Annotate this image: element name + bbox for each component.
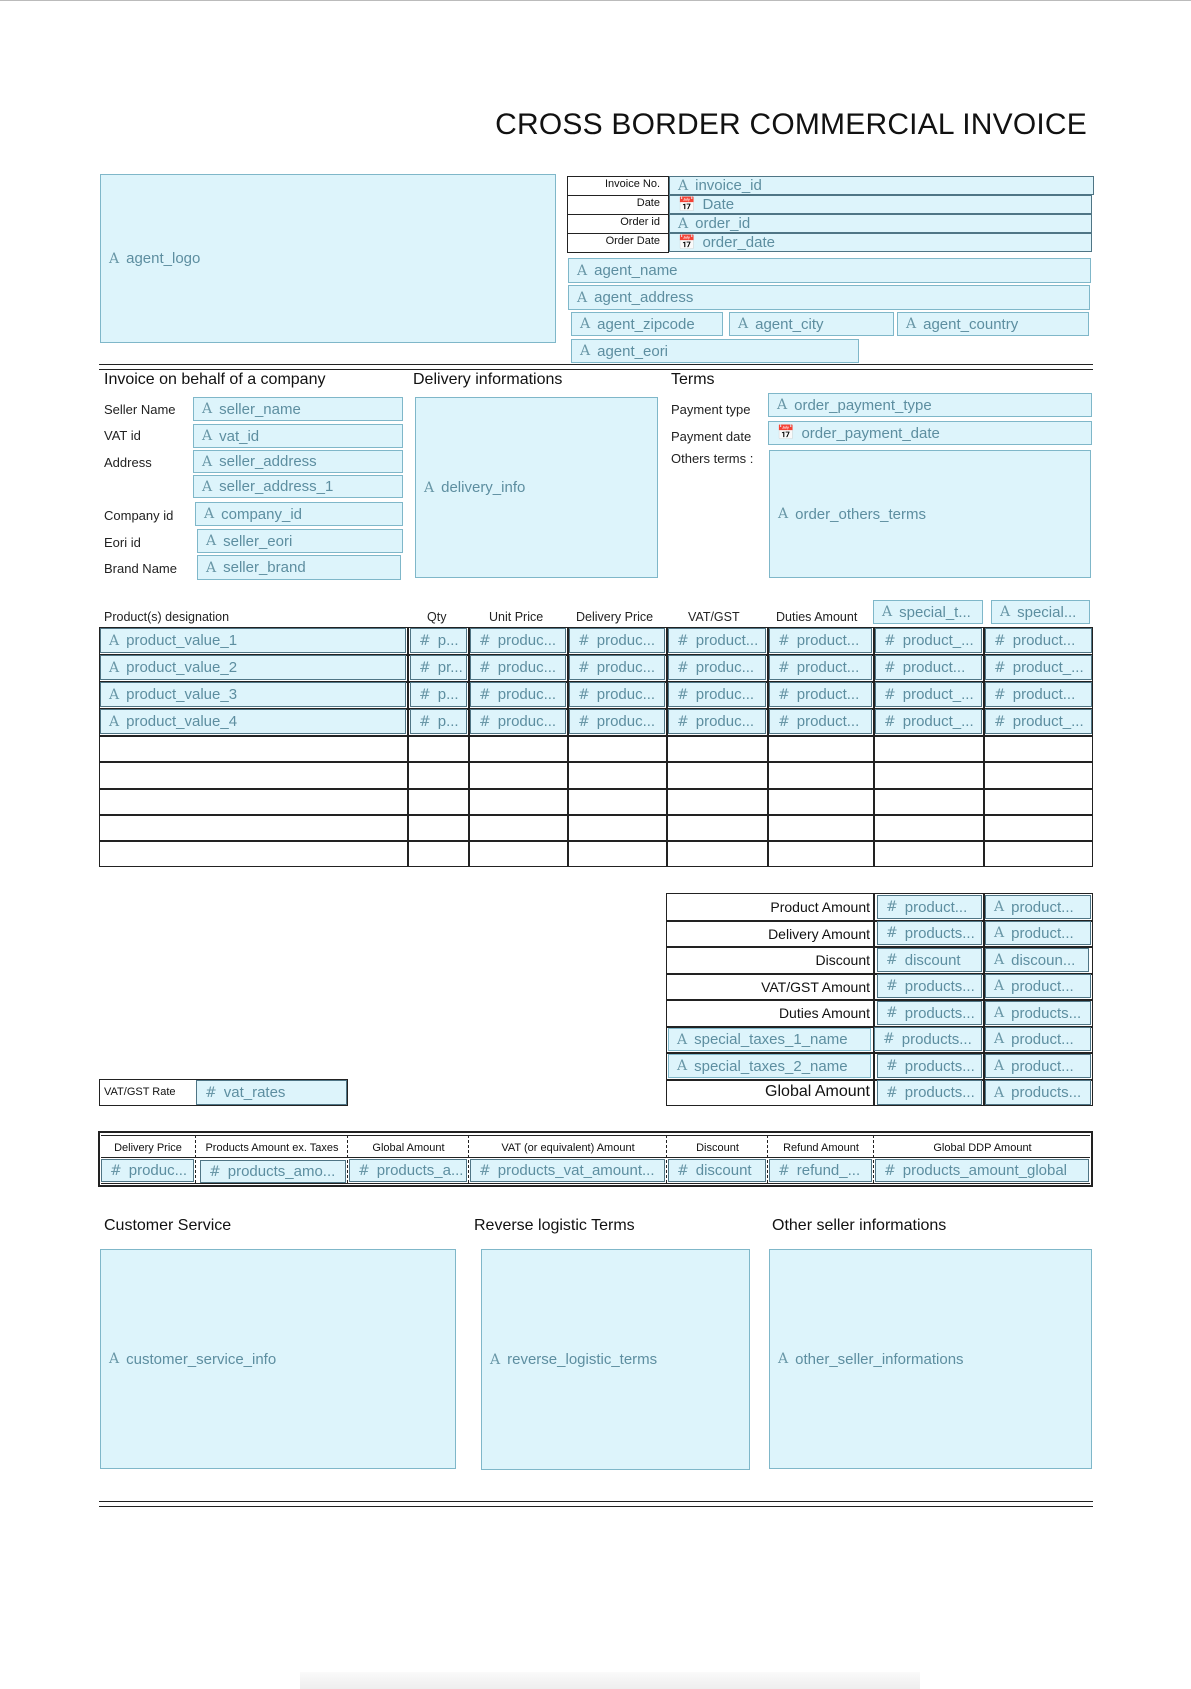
text-field-icon: A xyxy=(777,397,788,413)
agent-city-field[interactable]: A agent_city xyxy=(729,312,894,336)
vat-rates-field[interactable]: # vat_rates xyxy=(196,1080,347,1105)
product-amount-currency-field[interactable]: A product... xyxy=(985,895,1091,919)
text-field-icon: A xyxy=(678,177,689,194)
number-field-icon: # xyxy=(994,686,1006,703)
number-field-icon: # xyxy=(886,978,898,994)
text-field-icon: A xyxy=(882,604,893,620)
special-taxes-1-header-field[interactable]: A special_t... xyxy=(873,600,983,624)
vat-field[interactable]: # produc... xyxy=(668,709,766,734)
text-field-icon: A xyxy=(204,506,215,522)
delivery-amount-field[interactable]: # products... xyxy=(877,921,982,945)
qty-field[interactable]: # p... xyxy=(410,628,467,653)
divider xyxy=(567,233,669,234)
number-field-icon: # xyxy=(209,1163,221,1180)
col-line xyxy=(468,1135,469,1183)
product-name-field[interactable]: A product_value_1 xyxy=(100,628,406,653)
brand-name-label: Brand Name xyxy=(104,561,177,576)
terms-heading: Terms xyxy=(671,371,715,388)
discount-field[interactable]: # discount xyxy=(877,948,982,972)
discount-currency-field[interactable]: A discoun... xyxy=(985,948,1089,972)
text-field-icon: A xyxy=(202,453,213,470)
section-divider xyxy=(99,364,1093,370)
vat-gst-amount-field[interactable]: # products... xyxy=(877,974,982,998)
number-field-icon: # xyxy=(419,659,431,676)
seller-address-field[interactable]: A seller_address xyxy=(193,450,403,473)
delivery-price-field[interactable]: # produc... xyxy=(569,709,665,734)
special-taxes-1-currency-field[interactable]: A product... xyxy=(985,1027,1091,1051)
special-taxes-2-amount-field[interactable]: # products... xyxy=(877,1054,982,1078)
duties-field[interactable]: # product... xyxy=(769,709,872,734)
qty-field[interactable]: # p... xyxy=(410,709,467,734)
number-field-icon: # xyxy=(884,632,896,649)
agent-country-field[interactable]: A agent_country xyxy=(897,312,1089,336)
number-field-icon: # xyxy=(884,1162,896,1179)
calendar-icon: 📅 xyxy=(678,234,696,251)
unit-price-field[interactable]: # produc... xyxy=(470,682,566,707)
number-field-icon: # xyxy=(994,632,1006,649)
text-field-icon: A xyxy=(206,559,217,576)
special-tax-2-field[interactable]: # product_... xyxy=(985,709,1092,734)
row-line xyxy=(101,1157,1090,1158)
order-date-field[interactable]: 📅 order_date xyxy=(669,233,1092,252)
number-field-icon: # xyxy=(884,713,896,730)
summary-refund-amount-header: Refund Amount xyxy=(783,1142,859,1154)
number-field-icon: # xyxy=(778,659,790,676)
summary-refund-amount-field[interactable]: # refund_... xyxy=(769,1159,872,1182)
page-shadow xyxy=(300,1672,920,1689)
delivery-price-header: Delivery Price xyxy=(576,610,654,624)
text-field-icon: A xyxy=(109,659,120,676)
unit-price-field[interactable]: # produc... xyxy=(470,709,566,734)
number-field-icon: # xyxy=(578,632,590,649)
text-field-icon: A xyxy=(109,632,120,649)
top-border xyxy=(0,0,1191,1)
text-field-icon: A xyxy=(678,215,689,232)
unit-price-header: Unit Price xyxy=(489,610,544,624)
text-field-icon: A xyxy=(109,1351,120,1367)
number-field-icon: # xyxy=(994,713,1006,730)
seller-eori-field[interactable]: A seller_eori xyxy=(197,529,403,553)
product-amount-field[interactable]: # product... xyxy=(877,895,982,919)
col-line xyxy=(666,1135,667,1183)
col-line xyxy=(347,1135,348,1183)
number-field-icon: # xyxy=(578,713,590,730)
reverse-logistic-heading: Reverse logistic Terms xyxy=(474,1217,635,1234)
special-tax-2-field[interactable]: # product_... xyxy=(985,655,1092,680)
special-tax-2-field[interactable]: # product... xyxy=(985,682,1092,707)
number-field-icon: # xyxy=(419,632,431,649)
col-line xyxy=(195,1135,196,1183)
order-id-label: Order id xyxy=(620,216,660,228)
vat-gst-amount-label: VAT/GST Amount xyxy=(761,979,870,995)
vat-field[interactable]: # product... xyxy=(668,628,766,653)
number-field-icon: # xyxy=(778,632,790,649)
delivery-price-field[interactable]: # produc... xyxy=(569,628,665,653)
duties-field[interactable]: # product... xyxy=(769,628,872,653)
payment-type-field[interactable]: A order_payment_type xyxy=(768,393,1092,417)
unit-price-field[interactable]: # produc... xyxy=(470,628,566,653)
summary-global-ddp-field[interactable]: # products_amount_global xyxy=(875,1159,1089,1182)
vat-id-label: VAT id xyxy=(104,428,141,443)
text-field-icon: A xyxy=(580,343,591,359)
seller-brand-field[interactable]: A seller_brand xyxy=(197,555,401,580)
text-field-icon: A xyxy=(109,686,120,703)
number-field-icon: # xyxy=(205,1084,217,1101)
vat-rate-label: VAT/GST Rate xyxy=(104,1086,176,1098)
agent-logo-field[interactable]: A agent_logo xyxy=(100,174,556,343)
special-taxes-1-name-field[interactable]: A special_taxes_1_name xyxy=(668,1028,871,1051)
number-field-icon: # xyxy=(578,659,590,676)
invoice-no-label: Invoice No. xyxy=(604,178,660,190)
text-field-icon: A xyxy=(109,250,120,267)
delivery-amount-label: Delivery Amount xyxy=(768,926,870,942)
number-field-icon: # xyxy=(677,686,689,703)
duties-amount-field[interactable]: # products... xyxy=(877,1001,982,1025)
number-field-icon: # xyxy=(677,632,689,649)
text-field-icon: A xyxy=(738,316,749,332)
agent-name-field[interactable]: A agent_name xyxy=(568,258,1091,283)
vat-field[interactable]: # produc... xyxy=(668,655,766,680)
seller-address-1-field[interactable]: A seller_address_1 xyxy=(193,475,403,498)
reverse-logistic-field[interactable]: A reverse_logistic_terms xyxy=(481,1249,750,1470)
duties-field[interactable]: # product... xyxy=(769,655,872,680)
text-field-icon: A xyxy=(490,1351,501,1368)
seller-name-label: Seller Name xyxy=(104,402,176,417)
special-taxes-1-amount-field[interactable]: # products... xyxy=(874,1027,982,1051)
number-field-icon: # xyxy=(419,713,431,730)
text-field-icon: A xyxy=(994,1084,1005,1101)
duties-amount-label: Duties Amount xyxy=(778,1005,870,1021)
text-field-icon: A xyxy=(994,1058,1005,1074)
text-field-icon: A xyxy=(109,713,120,730)
number-field-icon: # xyxy=(479,1162,491,1179)
unit-price-field[interactable]: # produc... xyxy=(470,655,566,680)
agent-address-field[interactable]: A agent_address xyxy=(568,285,1090,310)
number-field-icon: # xyxy=(479,686,491,703)
number-field-icon: # xyxy=(479,659,491,676)
summary-delivery-price-field[interactable]: # produc... xyxy=(101,1159,194,1182)
number-field-icon: # xyxy=(886,952,898,968)
global-amount-field[interactable]: # products... xyxy=(877,1080,982,1105)
number-field-icon: # xyxy=(886,1058,898,1074)
col-line xyxy=(873,1135,874,1183)
number-field-icon: # xyxy=(886,1084,898,1101)
customer-service-heading: Customer Service xyxy=(104,1217,232,1234)
product-name-field[interactable]: A product_value_2 xyxy=(100,655,406,680)
summary-vat-amount-header: VAT (or equivalent) Amount xyxy=(501,1142,635,1154)
row-line xyxy=(99,814,1093,816)
footer-divider xyxy=(99,1501,1093,1507)
number-field-icon: # xyxy=(886,899,898,915)
order-id-field[interactable]: A order_id xyxy=(669,214,1092,233)
calendar-icon: 📅 xyxy=(678,196,696,213)
other-seller-info-heading: Other seller informations xyxy=(772,1217,947,1234)
text-field-icon: A xyxy=(202,428,213,444)
col-line xyxy=(873,893,875,1106)
text-field-icon: A xyxy=(994,925,1005,941)
number-field-icon: # xyxy=(884,686,896,703)
text-field-icon: A xyxy=(994,978,1005,994)
customer-service-field[interactable]: A customer_service_info xyxy=(100,1249,456,1469)
text-field-icon: A xyxy=(778,506,789,522)
col-line xyxy=(767,1135,768,1183)
summary-discount-header: Discount xyxy=(696,1142,739,1154)
vat-id-field[interactable]: A vat_id xyxy=(193,424,403,448)
row-line xyxy=(99,840,1093,842)
text-field-icon: A xyxy=(202,401,213,417)
col-line xyxy=(407,627,409,867)
delivery-info-field[interactable]: A delivery_info xyxy=(415,397,658,578)
number-field-icon: # xyxy=(778,713,790,730)
address-label: Address xyxy=(104,455,152,470)
number-field-icon: # xyxy=(479,632,491,649)
text-field-icon: A xyxy=(202,478,213,495)
qty-header: Qty xyxy=(427,610,447,624)
vat-gst-amount-currency-field[interactable]: A product... xyxy=(985,974,1091,998)
product-name-field[interactable]: A product_value_4 xyxy=(100,709,406,734)
qty-field[interactable]: # p... xyxy=(410,682,467,707)
row-line xyxy=(101,1183,1090,1184)
number-field-icon: # xyxy=(419,686,431,703)
special-tax-1-field[interactable]: # product_... xyxy=(875,709,982,734)
special-tax-2-field[interactable]: # product... xyxy=(985,628,1092,653)
special-tax-1-field[interactable]: # product... xyxy=(875,655,982,680)
summary-global-amount-field[interactable]: # products_a... xyxy=(349,1159,467,1182)
number-field-icon: # xyxy=(677,713,689,730)
number-field-icon: # xyxy=(886,925,898,941)
duties-amount-currency-field[interactable]: A products... xyxy=(985,1001,1091,1025)
special-tax-1-field[interactable]: # product_... xyxy=(875,628,982,653)
delivery-price-field[interactable]: # produc... xyxy=(569,655,665,680)
text-field-icon: A xyxy=(994,1005,1005,1021)
date-label: Date xyxy=(636,197,660,209)
special-taxes-2-currency-field[interactable]: A product... xyxy=(985,1054,1091,1078)
number-field-icon: # xyxy=(778,1162,790,1179)
row-line xyxy=(99,788,1093,790)
summary-products-amount-field[interactable]: # products_amo... xyxy=(200,1160,346,1183)
company-id-field[interactable]: A company_id xyxy=(195,502,403,526)
duties-field[interactable]: # product... xyxy=(769,682,872,707)
number-field-icon: # xyxy=(883,1031,895,1047)
product-name-field[interactable]: A product_value_3 xyxy=(100,682,406,707)
text-field-icon: A xyxy=(906,316,917,332)
text-field-icon: A xyxy=(994,952,1005,968)
duties-amount-header: Duties Amount xyxy=(776,610,858,624)
company-id-label: Company id xyxy=(104,508,174,523)
number-field-icon: # xyxy=(677,659,689,676)
summary-vat-amount-field[interactable]: # products_vat_amount... xyxy=(470,1159,665,1182)
summary-global-amount-header: Global Amount xyxy=(372,1142,445,1154)
special-taxes-2-header-field[interactable]: A special... xyxy=(991,600,1090,624)
delivery-price-field[interactable]: # produc... xyxy=(569,682,665,707)
row-line xyxy=(99,735,1093,737)
date-field[interactable]: 📅 Date xyxy=(669,195,1092,214)
vat-gst-header: VAT/GST xyxy=(688,610,740,624)
calendar-icon: 📅 xyxy=(777,425,795,441)
text-field-icon: A xyxy=(1000,604,1011,620)
order-date-label: Order Date xyxy=(605,235,660,247)
number-field-icon: # xyxy=(994,659,1006,676)
summary-delivery-price-header: Delivery Price xyxy=(114,1142,182,1154)
payment-date-label: Payment date xyxy=(671,429,752,444)
vat-field[interactable]: # produc... xyxy=(668,682,766,707)
delivery-heading: Delivery informations xyxy=(413,371,563,388)
others-terms-label: Others terms : xyxy=(671,451,754,466)
discount-label: Discount xyxy=(815,952,870,968)
delivery-amount-currency-field[interactable]: A product... xyxy=(985,921,1091,945)
number-field-icon: # xyxy=(110,1162,122,1179)
divider xyxy=(567,214,669,215)
text-field-icon: A xyxy=(577,262,588,279)
number-field-icon: # xyxy=(578,686,590,703)
text-field-icon: A xyxy=(994,1031,1005,1047)
qty-field[interactable]: # pr... xyxy=(410,655,467,680)
number-field-icon: # xyxy=(884,659,896,676)
summary-products-amount-header: Products Amount ex. Taxes xyxy=(205,1142,339,1154)
special-tax-1-field[interactable]: # product_... xyxy=(875,682,982,707)
divider xyxy=(567,195,669,196)
text-field-icon: A xyxy=(677,1058,688,1074)
row-line xyxy=(99,761,1093,763)
number-field-icon: # xyxy=(886,1005,898,1021)
number-field-icon: # xyxy=(479,713,491,730)
text-field-icon: A xyxy=(206,533,217,549)
agent-eori-field[interactable]: A agent_eori xyxy=(571,339,859,363)
text-field-icon: A xyxy=(424,479,435,496)
payment-date-field[interactable]: 📅 order_payment_date xyxy=(768,421,1092,445)
global-amount-label: Global Amount xyxy=(765,1083,870,1100)
summary-discount-field[interactable]: # discount xyxy=(668,1159,766,1182)
text-field-icon: A xyxy=(677,1031,688,1048)
number-field-icon: # xyxy=(358,1162,370,1179)
product-designation-header: Product(s) designation xyxy=(104,610,230,624)
other-seller-info-field[interactable]: A other_seller_informations xyxy=(769,1249,1092,1469)
row-line xyxy=(101,1135,1090,1136)
text-field-icon: A xyxy=(778,1351,789,1367)
agent-zipcode-field[interactable]: A agent_zipcode xyxy=(571,312,723,336)
company-heading: Invoice on behalf of a company xyxy=(104,371,326,388)
product-amount-label: Product Amount xyxy=(770,899,870,915)
number-field-icon: # xyxy=(677,1162,689,1179)
special-taxes-2-name-field[interactable]: A special_taxes_2_name xyxy=(668,1054,871,1078)
others-terms-field[interactable]: A order_others_terms xyxy=(769,450,1091,578)
text-field-icon: A xyxy=(994,899,1005,915)
payment-type-label: Payment type xyxy=(671,402,751,417)
global-amount-currency-field[interactable]: A products... xyxy=(985,1080,1091,1105)
text-field-icon: A xyxy=(577,289,588,306)
number-field-icon: # xyxy=(778,686,790,703)
seller-name-field[interactable]: A seller_name xyxy=(193,397,403,421)
eori-id-label: Eori id xyxy=(104,535,141,550)
summary-global-ddp-header: Global DDP Amount xyxy=(933,1142,1032,1154)
text-field-icon: A xyxy=(580,316,591,332)
page-title: CROSS BORDER COMMERCIAL INVOICE xyxy=(495,108,1087,141)
invoice-id-field[interactable]: A invoice_id xyxy=(669,176,1094,195)
